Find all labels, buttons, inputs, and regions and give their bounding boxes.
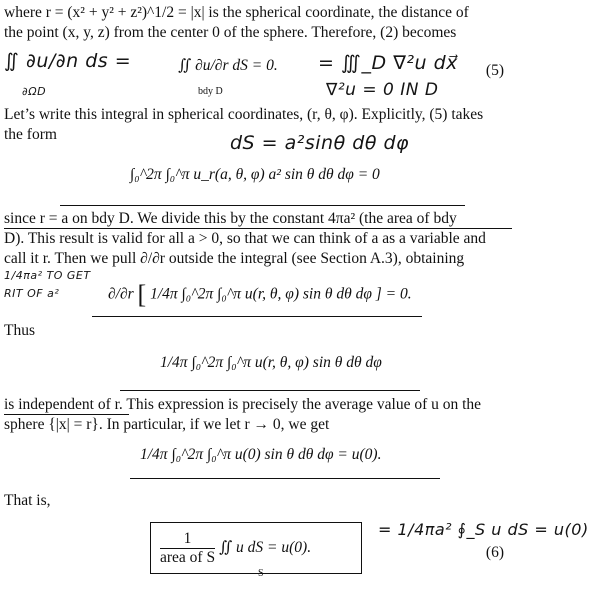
underline-average xyxy=(120,390,420,391)
average-integral: ∫₀^2π ∫₀^π u(r, θ, φ) sin θ dθ dφ xyxy=(191,354,382,371)
handwritten-surface-element: dS = a²sinθ dθ dφ xyxy=(230,132,410,154)
equation-6-numerator: 1 xyxy=(160,530,215,549)
text-line-7: call it r. Then we pull ∂/∂r outside the integral (see Section A.3), obtaining xyxy=(4,250,465,267)
equation-limit xyxy=(140,446,381,464)
limit-prefactor: 1/4π xyxy=(140,446,168,463)
limit-integral: ∫₀^2π ∫₀^π u(0) sin θ dθ dφ = u(0). xyxy=(171,446,382,463)
equation-6-integral: ∬ u dS = u(0). xyxy=(218,539,312,557)
text-line-10: sphere {|x| = r}. In particular, if we let r → 0, we get xyxy=(4,416,330,433)
underline-derivative xyxy=(92,316,422,317)
text-line-2: the point (x, y, z) from the center 0 of the sphere. Therefore, (2) becomes xyxy=(4,24,457,41)
handwritten-note-rid: RIT OF a² xyxy=(4,287,60,300)
handwritten-laplace-condition: ∇²u = 0 IN D xyxy=(326,80,439,100)
derivative-operator: ∂/∂r xyxy=(108,285,134,303)
average-prefactor: 1/4π xyxy=(160,354,188,371)
handwritten-flux-integral: ∬ ∂u/∂n ds = xyxy=(4,50,132,72)
underline-line-5 xyxy=(4,228,512,229)
equation-6-number: (6) xyxy=(485,544,504,561)
equation-derivative: ∂/∂r [ 1/4π ∫₀^2π ∫₀^π u(r, θ, φ) sin θ dθ dφ ] = 0. xyxy=(108,280,412,309)
equation-5-subscript: bdy D xyxy=(198,86,223,97)
handwritten-note-divide: 1/4πa² TO GET xyxy=(4,269,91,282)
equation-average xyxy=(160,354,382,372)
text-line-11: That is, xyxy=(4,492,51,509)
handwritten-mean-value: = 1/4πa² ∮_S u dS = u(0) xyxy=(378,520,589,539)
text-line-4: the form xyxy=(4,126,57,143)
text-line-9: is independent of r. This expression is precisely the average value of u on the xyxy=(4,396,482,413)
equation-6-subscript: S xyxy=(258,568,264,579)
equation-6-denominator: area of S xyxy=(160,549,216,566)
underline-limit xyxy=(130,478,440,479)
underline-line-9 xyxy=(4,414,129,415)
equation-5-number: (5) xyxy=(485,62,504,79)
underline-spherical xyxy=(60,205,465,206)
derivative-integral: ∫₀^2π ∫₀^π u(r, θ, φ) sin θ dθ dφ ] = 0. xyxy=(181,285,412,303)
text-line-8: Thus xyxy=(4,322,35,339)
equation-6 xyxy=(160,530,311,567)
equation-5: ∬ ∂u/∂r dS = 0. xyxy=(178,57,278,74)
equation-spherical: ∫₀^2π ∫₀^π u_r(a, θ, φ) a² sin θ dθ dφ = 0 xyxy=(130,166,380,183)
handwritten-boundary-label: ∂ΩD xyxy=(22,85,47,98)
handwritten-divergence: = ∭_D ∇²u dx⃗ xyxy=(318,52,458,74)
derivative-prefactor: 1/4π xyxy=(150,285,178,303)
text-line-1: where r = (x² + y² + z²)^1/2 = |x| is the spherical coordinate, the distance of xyxy=(4,4,469,21)
text-line-6: D). This result is valid for all a > 0, so that we can think of a as a variable and xyxy=(4,230,486,247)
text-line-5: since r = a on bdy D. We divide this by the constant 4πa² (the area of bdy xyxy=(4,210,457,227)
text-line-3: Let’s write this integral in spherical coordinates, (r, θ, φ). Explicitly, (5) takes xyxy=(4,106,484,123)
equation-6-fraction xyxy=(160,530,215,567)
